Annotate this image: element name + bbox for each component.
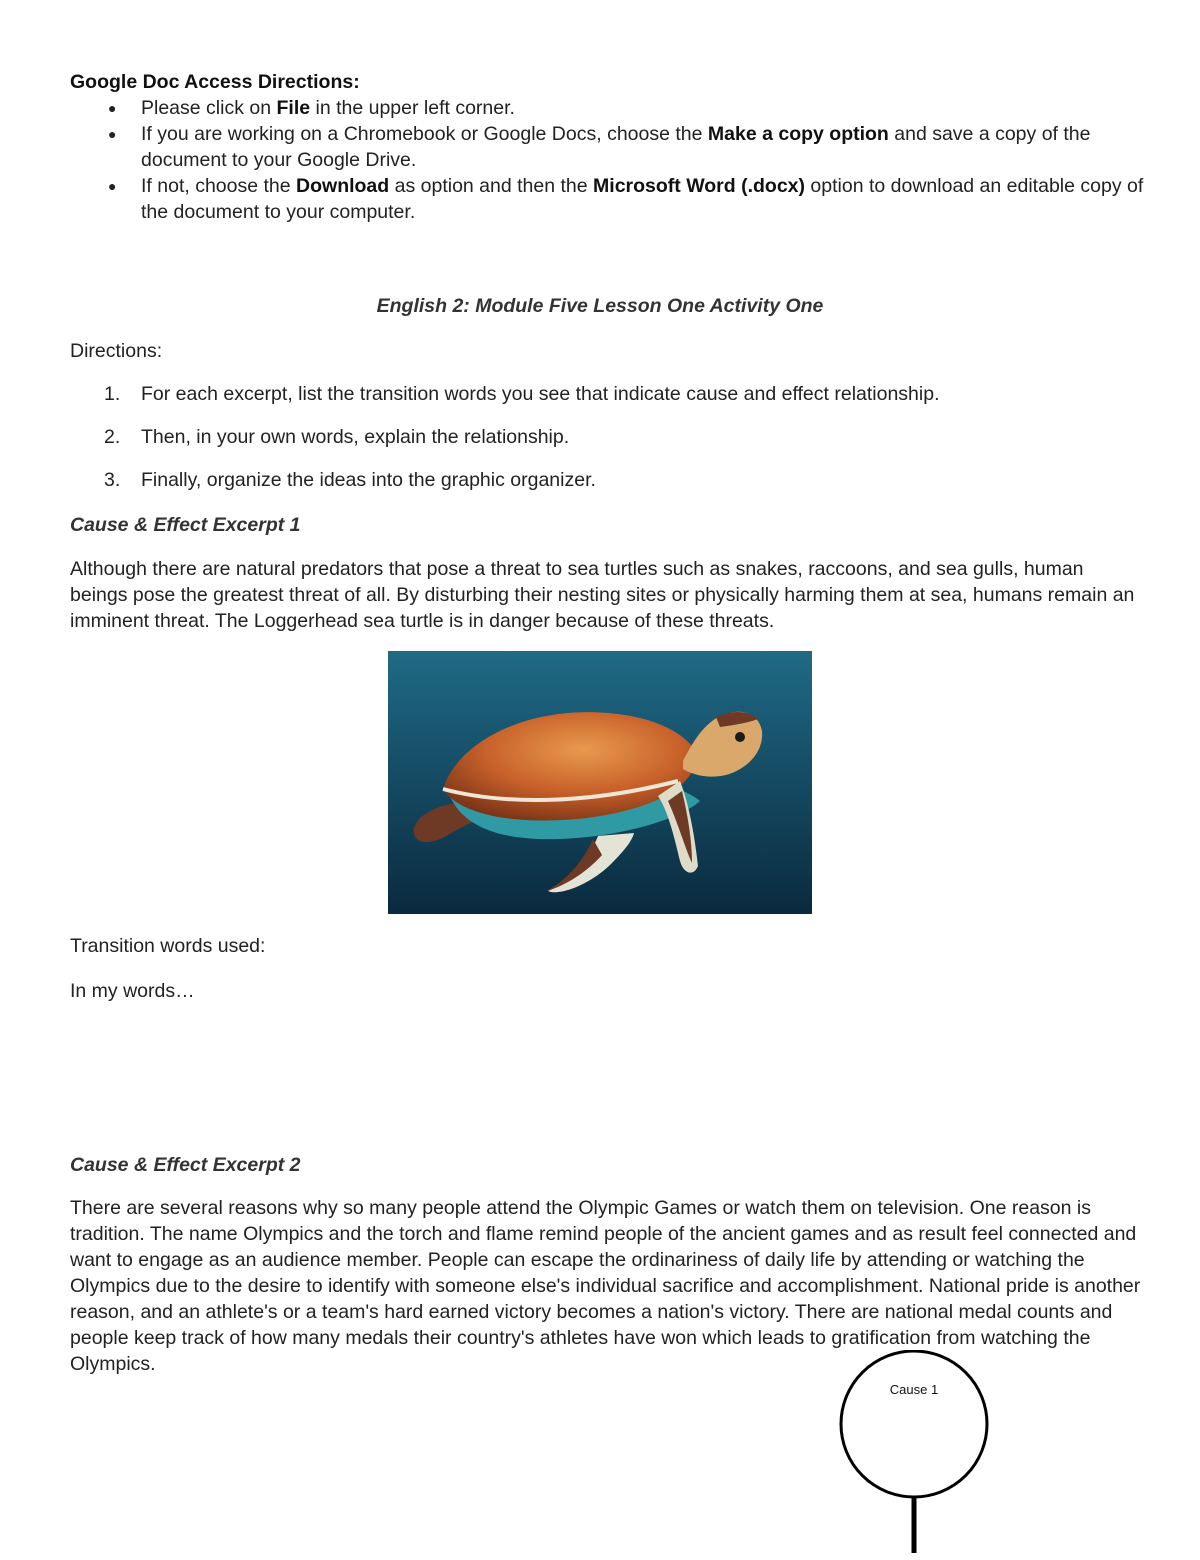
- step-text: For each excerpt, list the transition words you see that indicate cause and effect relationship.: [141, 383, 940, 405]
- bullet-text: [141, 97, 515, 119]
- bullet-text-run: in the upper left corner.: [310, 97, 515, 119]
- step-text: Then, in your own words, explain the relationship.: [141, 426, 570, 448]
- bullet-text: [141, 123, 1090, 171]
- step-number: 3.: [104, 469, 121, 491]
- cause-circle-diagram: [838, 1350, 990, 1553]
- step-text: Finally, organize the ideas into the graphic organizer.: [141, 469, 596, 491]
- excerpt2-text: There are several reasons why so many people attend the Olympic Games or watch them on television. One reason is tradition. The name Olympics and the torch and flame remind people of the ancient games and as result feel connected and want to engage as an audience member. People can escape the ordinariness of daily life by attending or watching the Olympics due to the desire to identify with someone else's individual sacrifice and accomplishment. National pride is another reason, and an athlete's or a team's hard earned victory becomes a nation's victory. There are national medal counts and people keep track of how many medals their country's athletes have won which leads to gratification from watching the Olympics.: [70, 1197, 1141, 1375]
- sea-turtle-image: [388, 651, 812, 914]
- bullet-bold-text: File: [276, 97, 311, 119]
- bullet-dot-icon: ●: [108, 178, 117, 194]
- directions-label: Directions:: [70, 340, 163, 362]
- bullet-bold-text: Download: [296, 175, 390, 197]
- graphic-organizer-cause-1: [838, 1350, 990, 1553]
- step-number: 1.: [104, 383, 121, 405]
- direction-step: [70, 381, 1150, 407]
- sea-turtle-illustration: [388, 651, 812, 914]
- direction-step: [70, 467, 1150, 493]
- transition-words-label: Transition words used:: [70, 935, 266, 957]
- access-bullet: [70, 95, 1150, 121]
- excerpt1-title: Cause & Effect Excerpt 1: [70, 514, 301, 536]
- cause-1-label: Cause 1: [889, 1382, 939, 1397]
- in-my-words-label: In my words…: [70, 980, 195, 1002]
- bullet-dot-icon: ●: [108, 100, 117, 116]
- bullet-text-run: and save a copy of the document to your Google Drive.: [141, 123, 1091, 171]
- excerpt1-text: Although there are natural predators that pose a threat to sea turtles such as snakes, raccoons, and sea gulls, human beings pose the greatest threat of all. By disturbing their nesting sites or physically harming them at sea, humans remain an imminent threat. The Loggerhead sea turtle is in danger because of these threats.: [70, 558, 1135, 632]
- access-bullet: [70, 121, 1150, 173]
- access-heading: Google Doc Access Directions:: [70, 71, 360, 93]
- bullet-text: [141, 175, 1143, 223]
- direction-step: [70, 424, 1150, 450]
- step-number: 2.: [104, 426, 121, 448]
- bullet-text-run: If not, choose the: [141, 175, 297, 197]
- bullet-text-run: Please click on: [141, 97, 277, 119]
- directions-list: [70, 381, 1150, 510]
- lesson-title: English 2: Module Five Lesson One Activity One: [376, 295, 824, 317]
- access-bullet-list: [70, 95, 1150, 225]
- bullet-text-run: as option and then the: [389, 175, 594, 197]
- access-bullet: [70, 173, 1150, 225]
- bullet-text-run: If you are working on a Chromebook or Google Docs, choose the: [141, 123, 708, 145]
- bullet-dot-icon: ●: [108, 126, 117, 142]
- bullet-text-run: option to download an editable copy of the document to your computer.: [141, 175, 1144, 223]
- bullet-bold-text: Microsoft Word (.docx): [593, 175, 805, 197]
- bullet-bold-text: Make a copy option: [707, 123, 889, 145]
- excerpt2-title: Cause & Effect Excerpt 2: [70, 1154, 301, 1176]
